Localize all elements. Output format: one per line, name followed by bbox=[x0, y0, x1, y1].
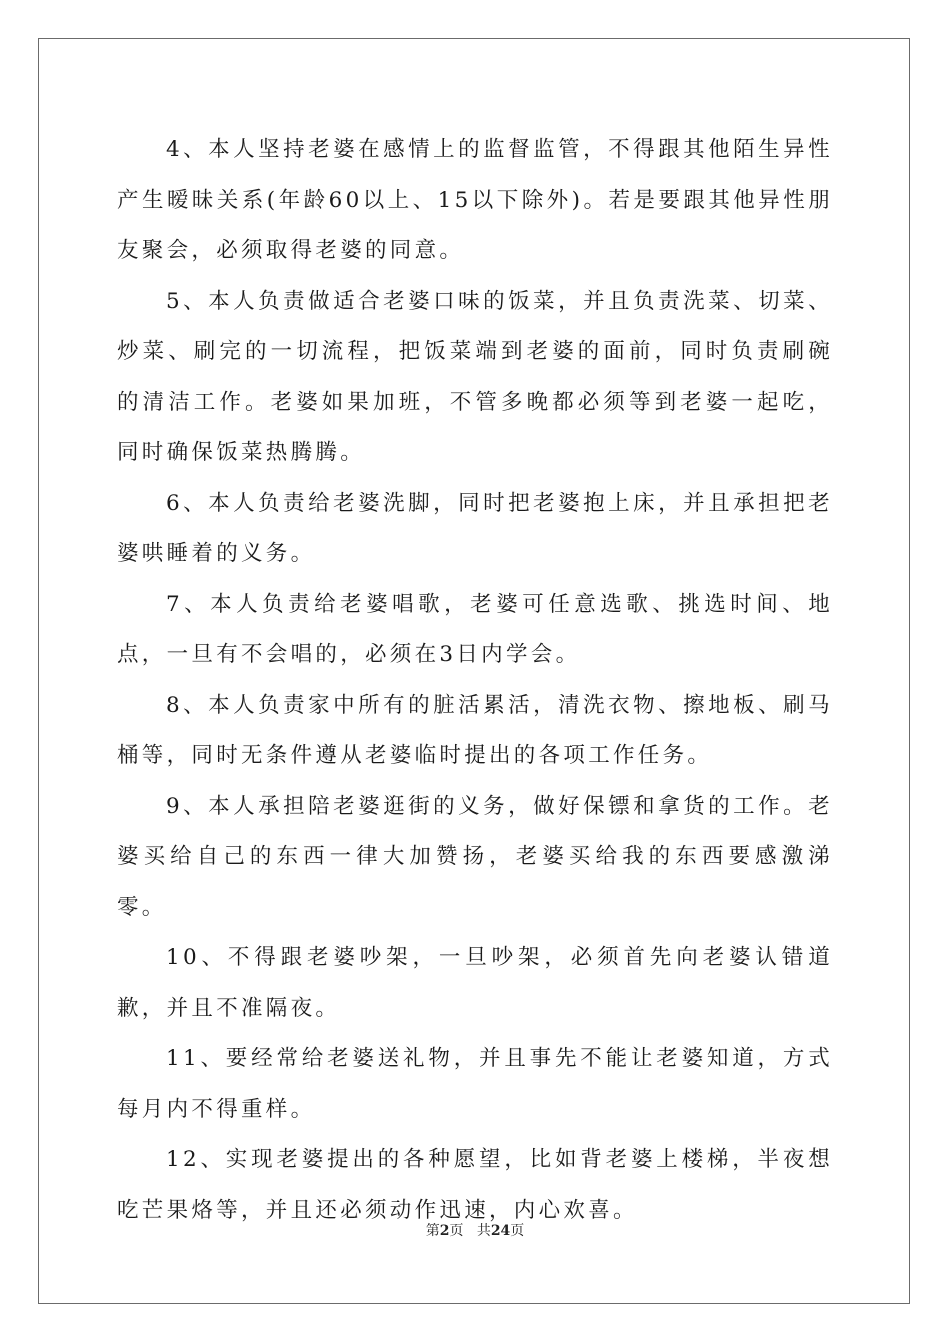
total-pages: 24 bbox=[490, 1223, 511, 1239]
page-unit: 页 bbox=[449, 1223, 464, 1239]
paragraph-item-12: 12、实现老婆提出的各种愿望，比如背老婆上楼梯，半夜想吃芒果烙等，并且还必须动作迅速，内心欢喜。 bbox=[117, 1147, 833, 1223]
paragraph-item-4: 4、本人坚持老婆在感情上的监督监管，不得跟其他陌生异性产生暧昧关系(年龄60以上、15以下除外)。若是要跟其他异性朋友聚会，必须取得老婆的同意。 bbox=[117, 137, 833, 263]
paragraph-item-6: 6、本人负责给老婆洗脚，同时把老婆抱上床，并且承担把老婆哄睡着的义务。 bbox=[117, 490, 833, 566]
paragraph-item-10: 10、不得跟老婆吵架，一旦吵架，必须首先向老婆认错道歉，并且不准隔夜。 bbox=[117, 945, 833, 1021]
page-footer bbox=[0, 1221, 950, 1241]
paragraph-item-9: 9、本人承担陪老婆逛街的义务，做好保镖和拿货的工作。老婆买给自己的东西一律大加赞扬，老婆买给我的东西要感激涕零。 bbox=[117, 793, 833, 920]
page-number: 2 bbox=[439, 1223, 450, 1239]
paragraph-item-7: 7、本人负责给老婆唱歌，老婆可任意选歌、挑选时间、地点，一旦有不会唱的，必须在3日内学会。 bbox=[117, 591, 833, 667]
document-body bbox=[117, 125, 833, 1236]
total-prefix: 共 bbox=[476, 1223, 491, 1239]
page-prefix: 第 bbox=[425, 1223, 440, 1239]
total-unit: 页 bbox=[510, 1223, 525, 1239]
paragraph-item-11: 11、要经常给老婆送礼物，并且事先不能让老婆知道，方式每月内不得重样。 bbox=[117, 1046, 833, 1122]
paragraph-item-5: 5、本人负责做适合老婆口味的饭菜，并且负责洗菜、切菜、炒菜、刷完的一切流程，把饭菜端到老婆的面前，同时负责刷碗的清洁工作。老婆如果加班，不管多晚都必须等到老婆一起吃，同时确保饭菜热腾腾。 bbox=[117, 288, 833, 465]
paragraph-item-8: 8、本人负责家中所有的脏活累活，清洗衣物、擦地板、刷马桶等，同时无条件遵从老婆临时提出的各项工作任务。 bbox=[117, 692, 833, 768]
